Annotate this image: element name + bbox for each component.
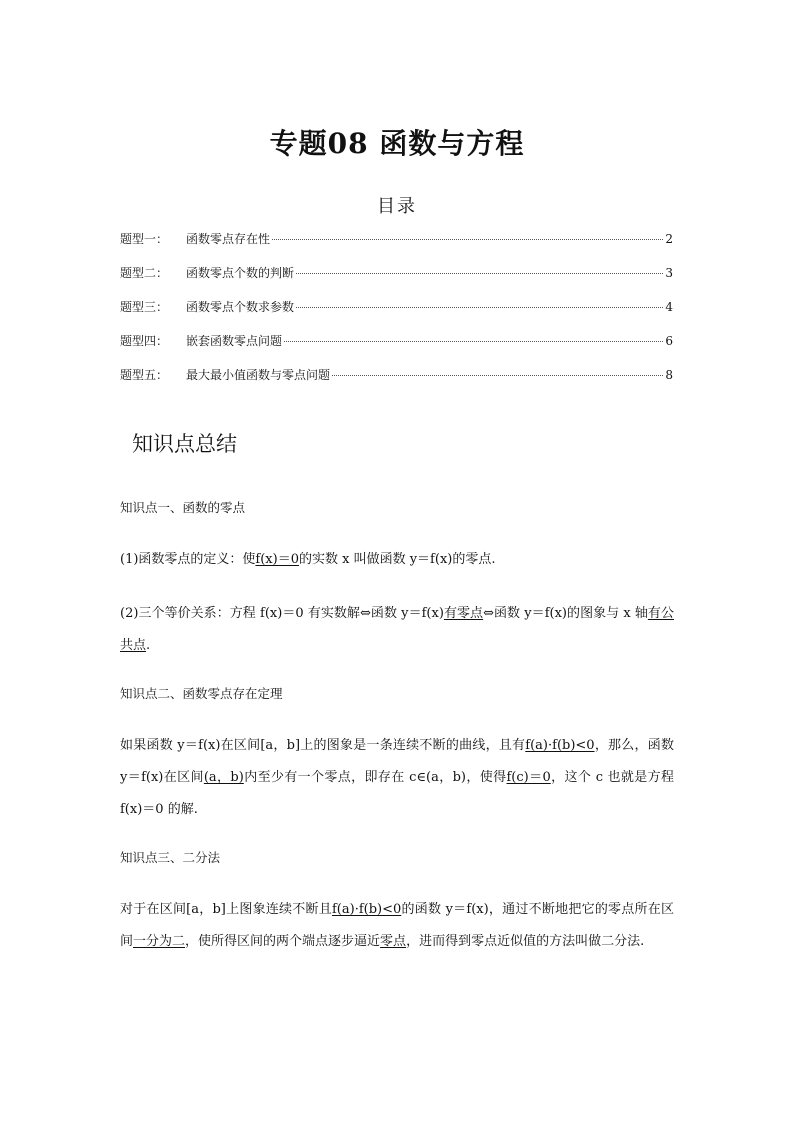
toc-item[interactable] <box>120 366 673 400</box>
underlined-term: 有公共点 <box>120 606 674 653</box>
underlined-term: f(x)＝0 <box>255 552 299 567</box>
toc-item-text: 函数零点个数的判断 <box>186 266 295 280</box>
text-run: 内至少有一个零点，即存在 c∈(a，b)，使得 <box>243 770 507 785</box>
text-run: ，进而得到零点近似值的方法叫做二分法. <box>406 934 645 949</box>
text-run: (1)函数零点的定义：使 <box>120 552 256 567</box>
toc-heading: 目录 <box>377 196 417 217</box>
toc-leader-dots <box>284 341 663 342</box>
text-run: 如果函数 y＝f(x)在区间[a，b]上的图象是一条连续不断的曲线，且有 <box>120 738 526 753</box>
underlined-term: f(a)·f(b)<0 <box>332 902 402 917</box>
underlined-term: 一分为二 <box>133 934 186 949</box>
toc-leader-dots <box>296 307 663 308</box>
knowledge-body <box>120 498 674 980</box>
text-run: ⇔函数 y＝f(x)的图象与 x 轴 <box>483 606 648 621</box>
text-run: (2)三个等价关系：方程 f(x)＝0 有实数解⇔函数 y＝f(x) <box>120 606 444 621</box>
toc-item-label: 题型一： <box>120 232 169 246</box>
toc-item-page: 6 <box>665 334 673 348</box>
toc-item-text: 函数零点个数求参数 <box>186 300 295 314</box>
page-title: 专题08 函数与方程 <box>269 127 525 160</box>
toc-item-label: 题型四： <box>120 334 169 348</box>
toc-item-label: 题型三： <box>120 300 169 314</box>
toc-item[interactable] <box>120 332 673 366</box>
toc-item[interactable] <box>120 230 673 264</box>
knowledge-point-1-paragraph-1 <box>120 544 674 576</box>
toc-item-label: 题型二： <box>120 266 169 280</box>
underlined-term: 有零点 <box>443 606 484 621</box>
knowledge-point-3-title: 知识点三、二分法 <box>120 850 221 865</box>
toc-item-page: 4 <box>665 300 673 314</box>
knowledge-point-3-paragraph <box>120 894 674 958</box>
toc-leader-dots <box>296 273 663 274</box>
text-run: 的实数 x 叫做函数 y＝f(x)的零点. <box>298 552 496 567</box>
text-run: 对于在区间[a，b]上图象连续不断且 <box>120 902 332 917</box>
text-run: 的函数 y＝f(x)，通过不断地把它的零点所在区间 <box>120 902 675 949</box>
toc-leader-dots <box>272 239 663 240</box>
table-of-contents <box>120 230 673 400</box>
underlined-term: (a，b) <box>203 770 244 785</box>
toc-item-text: 嵌套函数零点问题 <box>186 334 283 348</box>
section-title: 知识点总结 <box>132 432 237 456</box>
toc-item-page: 3 <box>665 266 673 280</box>
toc-item-label: 题型五： <box>120 368 169 382</box>
knowledge-point-1-paragraph-2 <box>120 598 674 662</box>
text-run: ，使所得区间的两个端点逐步逼近 <box>185 934 381 949</box>
knowledge-point-2-paragraph <box>120 730 674 826</box>
toc-item[interactable] <box>120 264 673 298</box>
text-run: ，那么，函数 y＝f(x)在区间 <box>120 738 674 785</box>
text-run: ，这个 c 也就是方程 f(x)＝0 的解. <box>120 770 674 817</box>
toc-leader-dots <box>332 375 663 376</box>
underlined-term: f(a)·f(b)<0 <box>525 738 595 753</box>
text-run: . <box>146 638 151 653</box>
toc-item-page: 2 <box>665 232 673 246</box>
toc-item-text: 最大最小值函数与零点问题 <box>186 368 331 382</box>
knowledge-point-2-title: 知识点二、函数零点存在定理 <box>120 686 283 701</box>
knowledge-point-1-title: 知识点一、函数的零点 <box>120 500 246 515</box>
toc-item[interactable] <box>120 298 673 332</box>
toc-item-page: 8 <box>665 368 673 382</box>
underlined-term: 零点 <box>380 934 407 949</box>
toc-item-text: 函数零点存在性 <box>186 232 271 246</box>
underlined-term: f(c)＝0 <box>506 770 551 785</box>
